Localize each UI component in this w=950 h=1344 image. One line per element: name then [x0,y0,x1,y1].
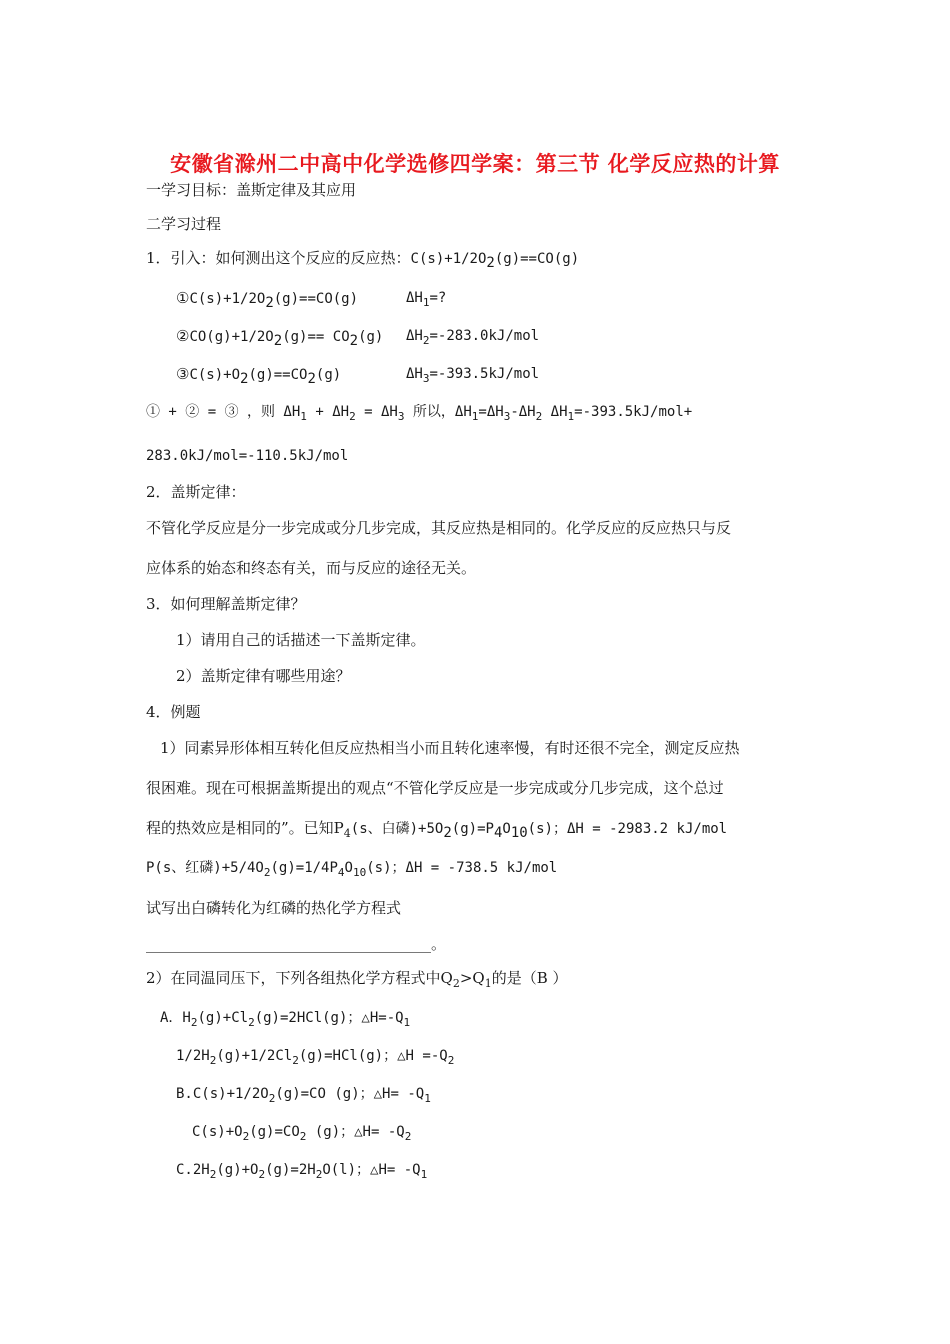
example-1-line-1: 1）同素异形体相互转化但反应热相当小而且转化速率慢，有时还很不完全，测定反应热 [160,739,740,757]
option-b-2 [192,1122,411,1142]
sub: 4 [493,825,503,841]
sub: 2 [422,334,430,347]
derivation-line-1 [146,402,692,422]
sub: 2 [248,1016,255,1029]
dh-label: ΔH [406,328,423,344]
dh-label: ΔH [406,290,423,306]
sub: 2 [209,1168,217,1181]
example-eq: (s)；ΔH = -2983.2 kJ/mol [527,821,728,837]
sub: 2 [209,1054,217,1067]
page-title: 安徽省滁州二中高中化学选修四学案：第三节 化学反应热的计算 [170,152,780,176]
sub: 2 [273,333,283,349]
sub: 4 [343,827,351,840]
sub: 3 [422,372,430,385]
sub: 2 [240,371,249,387]
examples-heading: 4．例题 [146,703,201,721]
example-text: 2）在同温同压下，下列各组热化学方程式中Q [146,969,453,987]
blank-line: ______________________________________ [146,935,431,953]
derivation-text: + ΔH [306,404,350,420]
sub: 1 [403,1016,411,1029]
reaction-text: (g)==CO [248,367,308,383]
sub: 1 [420,1168,428,1181]
sub: 2 [404,1130,412,1143]
sub: 2 [443,825,452,841]
example-1-line-2: 很困难。现在可根据盖斯提出的观点“不管化学反应是一步完成或分几步完成，这个总过 [146,779,724,797]
option-text: 1/2H [176,1048,210,1064]
example-eq: (s)；ΔH = -738.5 kJ/mol [366,860,558,876]
option-b-1 [176,1084,431,1104]
derivation-text: =-393.5kJ/mol+ [574,404,693,420]
example-eq: (s、白磷)+5O [350,821,444,837]
sub: 2 [315,1168,323,1181]
option-text: (g)=HCl(g)；△H =-Q [298,1048,448,1064]
option-c-1 [176,1160,427,1180]
sub: 2 [299,1130,307,1143]
derivation-text: ① + ② = ③ ，则 ΔH [146,404,301,420]
example-1-task: 试写出白磷转化为红磷的热化学方程式 [146,899,402,917]
reaction-num: ② [176,327,190,345]
reaction-num: ① [176,289,190,307]
sub: 2 [307,371,316,387]
example-text: 的是（B ） [491,969,568,987]
hess-text-2: 应体系的始态和终态有关，而与反应的途径无关。 [146,559,477,577]
sub: 2 [447,1054,455,1067]
question-2: 2）盖斯定律有哪些用途？ [176,667,351,685]
sub: 2 [535,410,543,423]
reaction-text: (g) [358,329,384,345]
intro-eq-a: C(s)+1/2O [410,251,487,267]
intro-line [146,248,579,269]
sub: 1 [484,977,492,990]
derivation-line-2: 283.0kJ/mol=-110.5kJ/mol [146,448,349,464]
derivation-text: =ΔH [478,404,504,420]
option-text: (g)=CO (g)；△H= -Q [275,1086,425,1102]
sub: 1 [424,1092,431,1105]
option-text: B.C(s)+1/2O [176,1086,269,1102]
example-eq: (g)=1/4P [270,860,338,876]
example-1-line-4: P(s、红磷)$+5/4O_2(g)=1/4P_4O_{10}(s)$；ΔH = -738.5 kJ/mol [146,860,558,879]
derivation-text: = ΔH [355,404,398,420]
example-text: >Q [459,969,485,987]
sub: 2 [258,1168,266,1181]
option-text: (g)+1/2Cl [216,1048,293,1064]
example-2-question [146,968,568,988]
derivation-text: -ΔH [510,404,536,420]
sub: 2 [452,977,460,990]
sub: 2 [242,1130,250,1143]
option-text: (g)；△H= -Q [306,1124,405,1140]
option-text: (g)+Cl [197,1010,249,1026]
intro-label: 1．引入：如何测出这个反应的反应热： [146,249,411,267]
sub: 2 [292,1054,299,1067]
example-1-line-3: 程的热效应是相同的”。已知$P_4(s$、白磷)$+5O_2(g)=P_4O_{10}(s)$；ΔH = -2983.2 kJ/mol [146,819,728,841]
blank-end: 。 [431,935,447,953]
dh-value: =-393.5kJ/mol [429,366,540,382]
question-1: 1）请用自己的话描述一下盖斯定律。 [176,631,426,649]
reaction-1 [176,288,358,309]
sub: 10 [352,866,367,879]
answer-blank [146,934,446,954]
option-text: C(s)+O [192,1124,243,1140]
option-text: (g)=2H [265,1162,316,1178]
understand-heading: 3．如何理解盖斯定律？ [146,595,306,613]
option-a-2 [176,1046,454,1066]
option-text: O(l)；△H= -Q [322,1162,421,1178]
sub: 3 [397,410,405,423]
delta-h-3 [406,364,539,384]
sub: 2 [190,1016,198,1029]
dh-value: =-283.0kJ/mol [429,328,540,344]
hess-text-1: 不管化学反应是分一步完成或分几步完成，其反应热是相同的。化学反应的反应热只与反 [146,519,732,537]
sub: 1 [422,296,430,309]
hess-heading: 2．盖斯定律： [146,483,246,501]
reaction-text: (g) [315,367,342,383]
sub: 3 [503,410,511,423]
sub: 2 [349,410,356,423]
intro-eq-b: (g)==CO(g) [494,251,580,267]
option-text: A．H [160,1010,191,1026]
learning-objective: 一学习目标：盖斯定律及其应用 [146,181,357,199]
example-text: 程的热效应是相同的”。已知P [146,819,344,837]
sub: 1 [567,410,575,423]
reaction-text: (g)==CO(g) [273,291,359,307]
sub: 1 [471,410,479,423]
dh-value: =? [429,290,447,306]
derivation-text: ΔH [542,404,568,420]
reaction-2 [176,326,383,347]
sub: 2 [263,866,271,879]
example-eq: P(s、红磷)+5/4O [146,860,264,876]
reaction-text: CO(g)+1/2O [189,329,274,345]
option-text: C.2H [176,1162,210,1178]
delta-h-2 [406,326,539,346]
delta-h-1 [406,288,446,308]
reaction-text: C(s)+O [189,367,241,383]
reaction-text: C(s)+1/2O [189,291,266,307]
sub: 4 [337,866,345,879]
process-heading: 二学习过程 [146,215,222,233]
example-eq: (g)=P [451,821,494,837]
sub: 2 [265,295,274,311]
sub: 2 [349,333,359,349]
dh-label: ΔH [406,366,423,382]
reaction-3 [176,364,341,385]
option-text: (g)+O [216,1162,259,1178]
option-text: (g)=2HCl(g)；△H=-Q [254,1010,404,1026]
sub: 2 [268,1092,276,1105]
reaction-num: ③ [176,365,190,383]
sub: 1 [300,410,307,423]
sub: 2 [486,255,495,271]
option-a-1 [160,1008,410,1028]
sub: 10 [510,825,528,841]
reaction-text: (g)== CO [282,329,350,345]
derivation-text: 所以，ΔH [404,404,472,420]
option-text: (g)=CO [249,1124,300,1140]
